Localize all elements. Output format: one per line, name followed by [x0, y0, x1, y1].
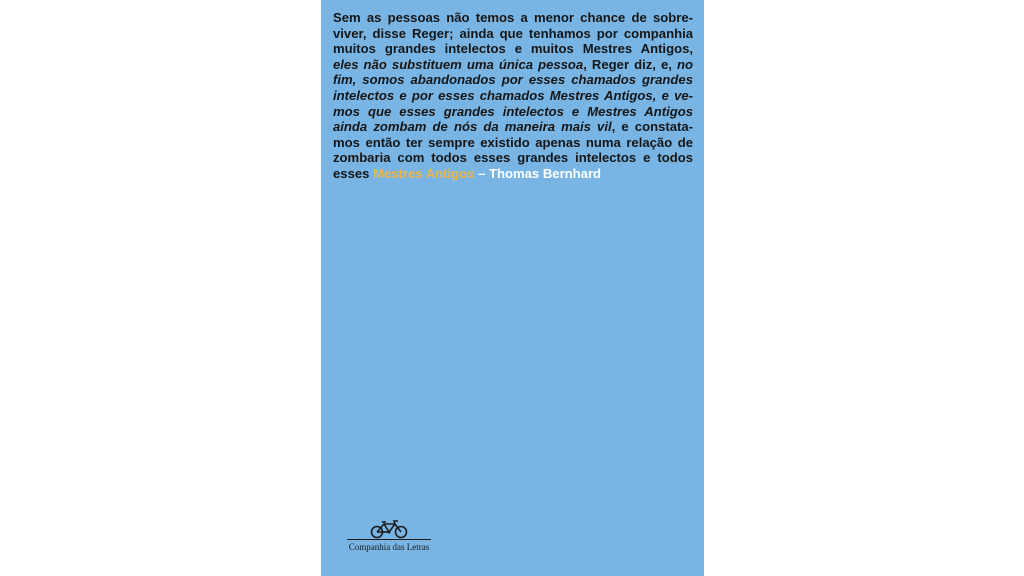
quote-italic-run: eles não substituem uma única pessoa: [333, 56, 584, 72]
publisher-name: Companhia das Letras: [348, 542, 430, 552]
quote-italic-run: fim, somos abandonados por esses chamados grandes: [333, 72, 693, 88]
quote-line: [333, 135, 693, 151]
quote-line: [333, 57, 693, 73]
quote-line: [333, 26, 693, 42]
quote-italic-run: no: [677, 56, 693, 72]
quote-line: [333, 41, 693, 57]
quote-italic-run: ainda zombam de nós da maneira mais vil: [333, 119, 612, 135]
quote-line: [333, 88, 693, 104]
cover-quote: [333, 10, 693, 182]
quote-line: [333, 72, 693, 88]
publisher-logo: [337, 519, 441, 552]
quote-run: Sem as pessoas não temos a menor chance de sobre-: [333, 10, 693, 25]
quote-line: [333, 10, 693, 26]
quote-line: [333, 104, 693, 120]
quote-italic-run: intelectos e por esses chamados Mestres Antigos, e ve-: [333, 87, 693, 103]
quote-run: zombaria com todos esses grandes intelectos e todos: [333, 150, 693, 166]
logo-rule: [347, 539, 431, 540]
quote-last-prefix: esses: [333, 165, 374, 181]
author-separator: –: [474, 165, 489, 181]
bicycle-icon: [337, 519, 441, 539]
quote-italic-run: mos que esses grandes intelectos e Mestres Antigos: [333, 103, 693, 119]
quote-line: [333, 150, 693, 166]
quote-run: muitos grandes intelectos e muitos Mestres Antigos,: [333, 41, 693, 57]
book-title: Mestres Antigos: [373, 165, 475, 181]
quote-last-line: [333, 166, 693, 182]
quote-run: , e constata-: [611, 119, 693, 135]
quote-run: viver, disse Reger; ainda que tenhamos por companhia: [333, 25, 693, 41]
book-cover: [321, 0, 704, 576]
quote-line: [333, 119, 693, 135]
quote-run: mos então ter sempre existido apenas numa relação de: [333, 134, 693, 150]
book-author: Thomas Bernhard: [489, 165, 602, 181]
quote-run: , Reger diz, e,: [583, 56, 677, 72]
